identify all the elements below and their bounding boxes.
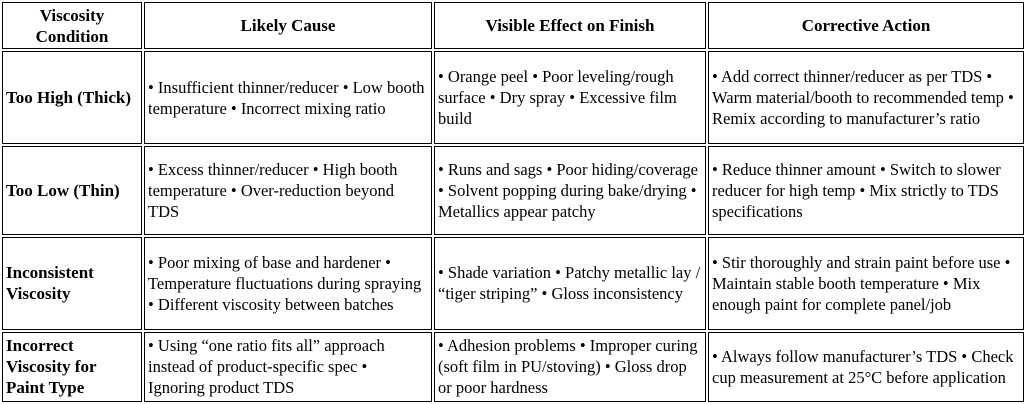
header-action: Corrective Action: [708, 2, 1024, 49]
condition-cell: Too Low (Thin): [2, 146, 142, 235]
table-row: [2, 51, 1024, 144]
effect-cell: • Runs and sags • Poor hiding/coverage • Solvent popping during bake/drying • Metallics appear patchy: [434, 146, 706, 235]
cause-cell: • Using “one ratio fits all” approach instead of product-specific spec • Ignoring product TDS: [144, 332, 432, 402]
header-condition: Viscosity Condition: [2, 2, 142, 49]
header-effect: Visible Effect on Finish: [434, 2, 706, 49]
table-row: [2, 146, 1024, 235]
cause-cell: • Insufficient thinner/reducer • Low booth temperature • Incorrect mixing ratio: [144, 51, 432, 144]
action-cell: • Add correct thinner/reducer as per TDS • Warm material/booth to recommended temp • Remix according to manufacturer’s ratio: [708, 51, 1024, 144]
table-row: [2, 332, 1024, 402]
header-cause: Likely Cause: [144, 2, 432, 49]
condition-cell: Inconsistent Viscosity: [2, 237, 142, 330]
condition-cell: Too High (Thick): [2, 51, 142, 144]
action-cell: • Stir thoroughly and strain paint before use • Maintain stable booth temperature • Mix enough paint for complete panel/job: [708, 237, 1024, 330]
header-row: [2, 2, 1024, 49]
cause-cell: • Poor mixing of base and hardener • Temperature fluctuations during spraying • Different viscosity between batches: [144, 237, 432, 330]
cause-cell: • Excess thinner/reducer • High booth temperature • Over-reduction beyond TDS: [144, 146, 432, 235]
action-cell: • Reduce thinner amount • Switch to slower reducer for high temp • Mix strictly to TDS specifications: [708, 146, 1024, 235]
table-row: [2, 237, 1024, 330]
effect-cell: • Adhesion problems • Improper curing (soft film in PU/stoving) • Gloss drop or poor hardness: [434, 332, 706, 402]
action-cell: • Always follow manufacturer’s TDS • Check cup measurement at 25°C before application: [708, 332, 1024, 402]
condition-cell: Incorrect Viscosity for Paint Type: [2, 332, 142, 402]
effect-cell: • Orange peel • Poor leveling/rough surface • Dry spray • Excessive film build: [434, 51, 706, 144]
effect-cell: • Shade variation • Patchy metallic lay / “tiger striping” • Gloss inconsistency: [434, 237, 706, 330]
